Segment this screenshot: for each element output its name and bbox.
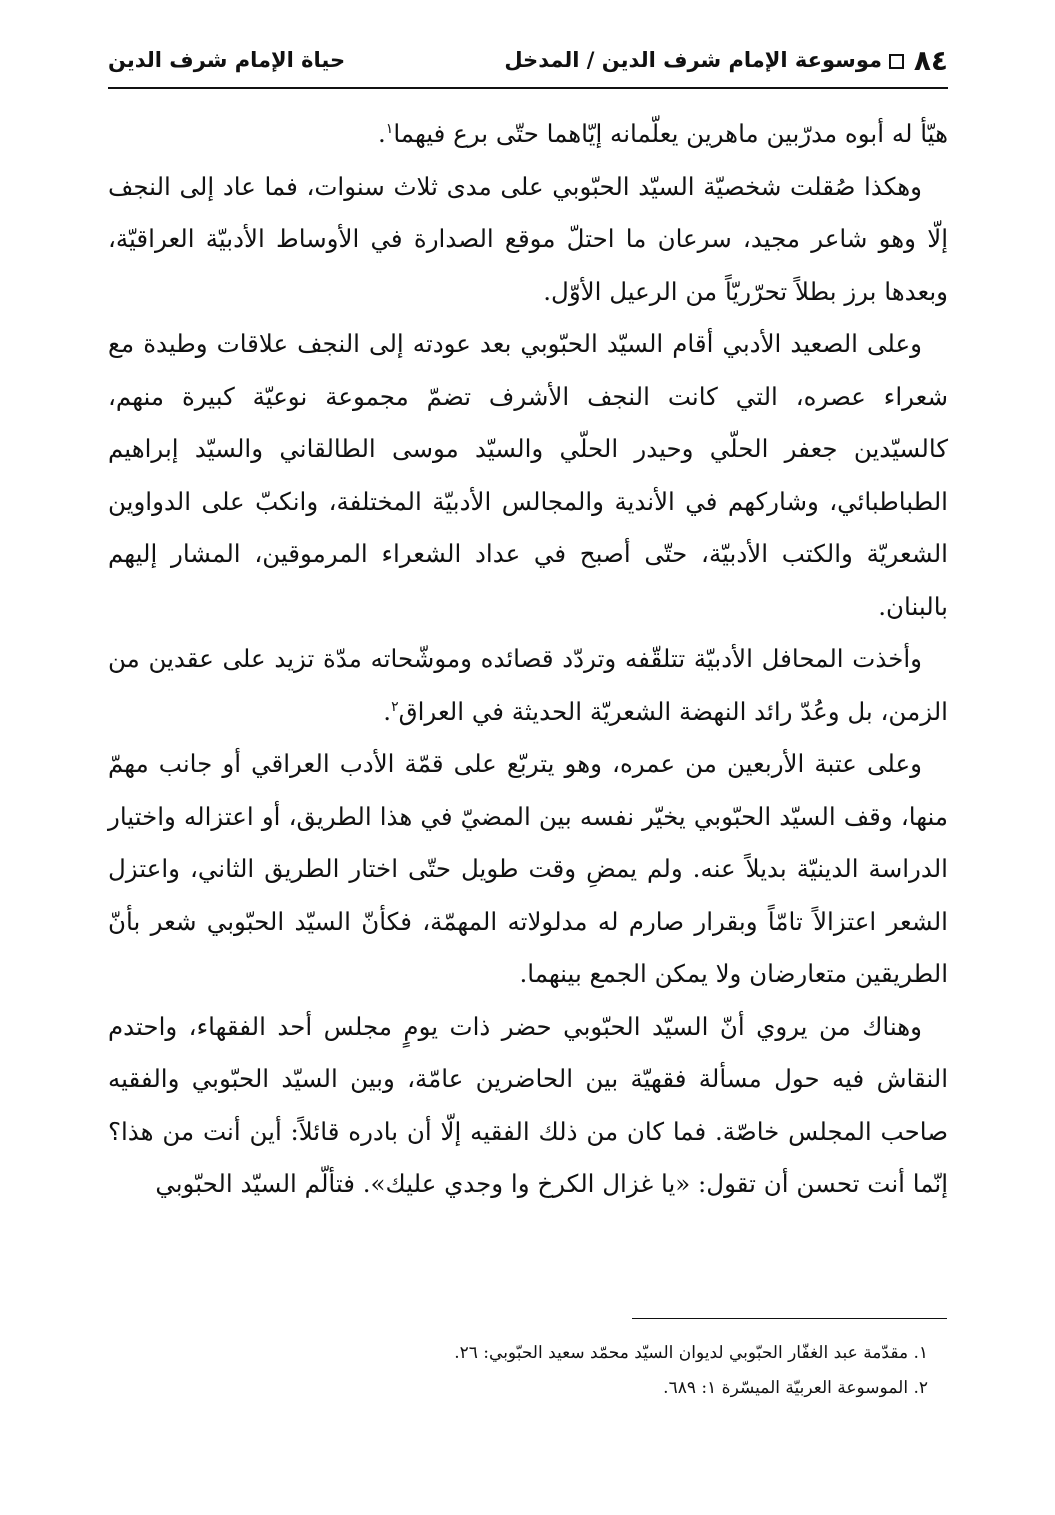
body-text	[108, 108, 948, 1211]
paragraph: وعلى الصعيد الأدبي أقام السيّد الحبّوبي بعد عودته إلى النجف علاقات وطيدة مع شعراء عصره، التي كانت النجف الأشرف تضمّ مجموعة نوعيّة كبيرة منهم، كالسيّدين جعفر الحلّي وحيدر الحلّي والسيّد موسى الطالقاني والسيّد إبراهيم الطباطبائي، وشاركهم في الأندية والمجالس الأدبيّة المختلفة، وانكبّ على الدواوين الشعريّة والكتب الأدبيّة، حتّى أصبح في عداد الشعراء المرموقين، المشار إليهم بالبنان.	[108, 329, 948, 621]
running-title-book: موسوعة الإمام شرف الدين / المدخل	[504, 48, 882, 72]
paragraph: وهكذا صُقلت شخصيّة السيّد الحبّوبي على مدى ثلاث سنوات، فما عاد إلى النجف إلّا وهو شاعر مجيد، سرعان ما احتلّ موقع الصدارة في الأوساط الأدبيّة العراقيّة، وبعدها برز بطلاً تحرّريّاً من الرعيل الأوّل.	[108, 171, 948, 306]
footnote-item: ١. مقدّمة عبد الغفّار الحبّوبي لديوان السيّد محمّد سعيد الحبّوبي: ٢٦.	[454, 1343, 928, 1363]
footnote-ref: ١	[385, 120, 394, 137]
page-number: ٨٤	[913, 44, 948, 77]
footnotes	[108, 1336, 948, 1406]
paragraph: هيّأ له أبوه مدرّبين ماهرين يعلّمانه إيّاهما حتّى برع فيهما$^١$.	[378, 119, 948, 148]
footnote-separator	[632, 1318, 947, 1319]
footnote-item: ٢. الموسوعة العربيّة الميسّرة ١: ٦٨٩.	[663, 1378, 928, 1398]
page-header	[108, 44, 948, 84]
running-title-chapter: حياة الإمام شرف الدين	[108, 48, 346, 72]
paragraph: وأخذت المحافل الأدبيّة تتلقّفه وتردّد قصائده وموشّحاته مدّة تزيد على عقدين من الزمن، بل وعُدّ رائد النهضة الشعريّة الحديثة في العراق$^٢$.	[108, 644, 948, 726]
header-rule	[108, 87, 948, 89]
paragraph: وهناك من يروي أنّ السيّد الحبّوبي حضر ذات يومٍ مجلس أحد الفقهاء، واحتدم النقاش فيه حول مسألة فقهيّة بين الحاضرين عامّة، وبين السيّد الحبّوبي والفقيه صاحب المجلس خاصّة. فما كان من ذلك الفقيه إلّا أن بادره قائلاً: أين أنت من هذا؟ إنّما أنت تحسن أن تقول: «يا غزال الكرخ وا وجدي عليك». فتألّم السيّد الحبّوبي	[108, 1011, 948, 1198]
footnote-ref: ٢	[391, 698, 399, 715]
separator-square-icon	[889, 54, 904, 69]
paragraph: وعلى عتبة الأربعين من عمره، وهو يتربّع على قمّة الأدب العراقي أو جانب مهمّ منها، وقف السيّد الحبّوبي يخيّر نفسه بين المضيّ في هذا الطريق، أو اعتزاله واختيار الدراسة الدينيّة بديلاً عنه. ولم يمضِ وقت طويل حتّى اختار الطريق الثاني، واعتزل الشعر اعتزالاً تامّاً وبقرار صارم له مدلولاته المهمّة، فكأنّ السيّد الحبّوبي شعر بأنّ الطريقين متعارضان ولا يمكن الجمع بينهما.	[108, 749, 948, 988]
